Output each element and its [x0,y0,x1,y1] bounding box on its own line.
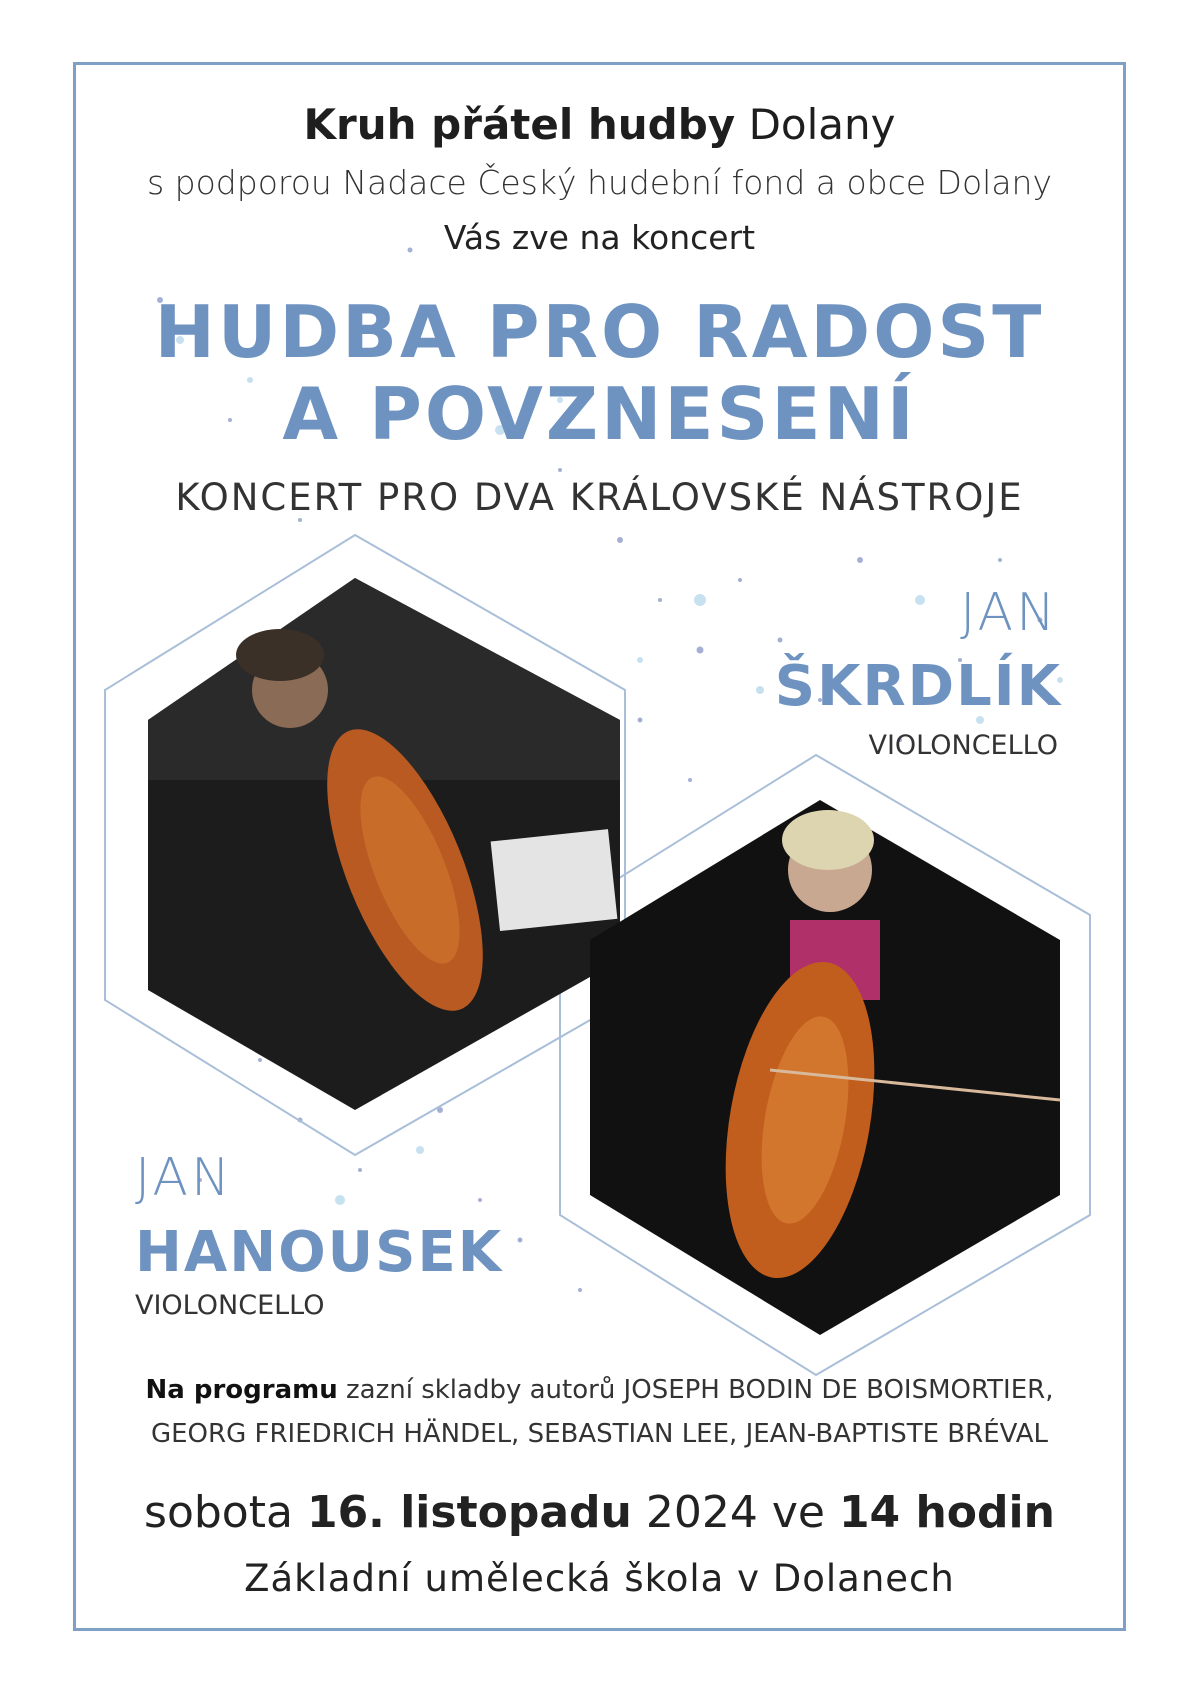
performer-1-instrument: VIOLONCELLO [868,730,1058,761]
title-line-2: A POVZNESENÍ [282,372,917,456]
title-line-1: HUDBA PRO RADOST [154,290,1045,374]
program-text [73,1368,1126,1456]
event-ve: ve [771,1487,825,1538]
organizer-place: Dolany [748,100,896,149]
subtitle: KONCERT PRO DVA KRÁLOVSKÉ NÁSTROJE [175,476,1024,519]
organizer [73,100,1126,149]
photo-hanousek [590,800,1060,1335]
program-line-1 [73,1368,1126,1412]
event-date [73,1487,1126,1538]
event-time: 14 hodin [838,1487,1055,1538]
performer-2-first: JAN [135,1148,233,1208]
event-day: sobota [144,1487,293,1538]
performer-1-last: ŠKRDLÍK [774,654,1062,719]
program-composers-1: zazní skladby autorů JOSEPH BODIN DE BOISMORTIER, [346,1375,1054,1405]
event-date-value: 16. listopadu [306,1487,632,1538]
performer-2-instrument: VIOLONCELLO [135,1290,325,1321]
support-line: s podporou Nadace Český hudební fond a obce Dolany [146,163,1052,202]
performer-1-first: JAN [960,583,1058,643]
event-year: 2024 [645,1487,758,1538]
photo-skrdlik [148,578,620,1110]
program-lead: Na programu [145,1375,338,1405]
organizer-name: Kruh přátel hudby [303,100,736,149]
event-venue: Základní umělecká škola v Dolanech [244,1557,955,1600]
performer-2-last: HANOUSEK [135,1220,504,1285]
program-composers-2: GEORG FRIEDRICH HÄNDEL, SEBASTIAN LEE, JEAN-BAPTISTE BRÉVAL [150,1419,1049,1449]
invite-line: Vás zve na koncert [443,218,756,257]
